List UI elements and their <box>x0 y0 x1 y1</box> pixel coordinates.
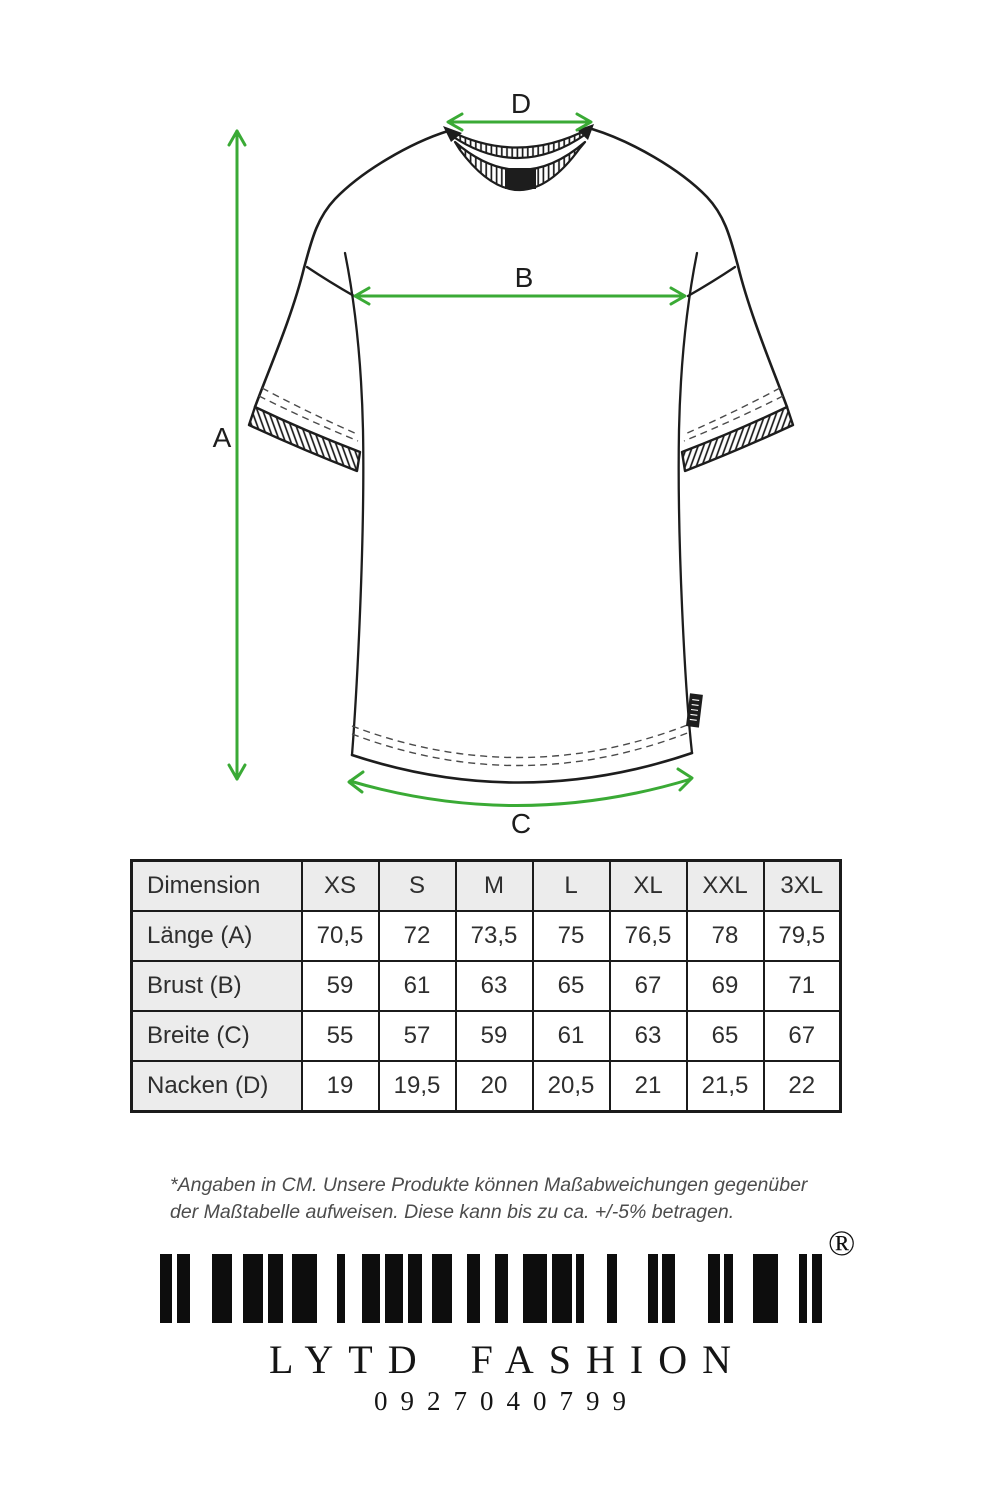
size-header-cell: L <box>533 861 610 912</box>
barcode-bar <box>552 1254 572 1323</box>
left-sleeve-cuff <box>249 407 360 471</box>
dimension-value-cell: 55 <box>302 1011 379 1061</box>
barcode-bar <box>708 1254 720 1323</box>
barcode-bar <box>268 1254 283 1323</box>
barcode-bar <box>362 1254 380 1323</box>
brand-number: 0927040799 <box>374 1386 639 1416</box>
left-armhole-seam <box>307 267 354 296</box>
dimension-value-cell: 65 <box>533 961 610 1011</box>
right-sleeve-cuff <box>682 407 793 471</box>
dimension-label-cell: Brust (B) <box>132 961 302 1011</box>
dimension-value-cell: 20,5 <box>533 1061 610 1112</box>
dimension-label-cell: Länge (A) <box>132 911 302 961</box>
barcode-bar <box>576 1254 584 1323</box>
barcode-bar <box>408 1254 422 1323</box>
barcode-bar <box>432 1254 452 1323</box>
dimension-value-cell: 73,5 <box>456 911 533 961</box>
size-table <box>130 859 842 1113</box>
collar <box>443 124 594 190</box>
barcode-bar <box>212 1254 232 1323</box>
left-shoulder-sleeve-edge <box>255 131 448 407</box>
brand-name: LYTD FASHION <box>268 1337 747 1382</box>
label-a: A <box>212 422 232 453</box>
barcode-bar <box>812 1254 822 1323</box>
size-header-cell: 3XL <box>764 861 841 912</box>
barcode <box>158 1254 830 1323</box>
barcode-bar <box>607 1254 617 1323</box>
dimension-label-cell: Breite (C) <box>132 1011 302 1061</box>
size-header-cell: S <box>379 861 456 912</box>
barcode-bar <box>337 1254 345 1323</box>
barcode-bar <box>648 1254 658 1323</box>
barcode-bar <box>753 1254 778 1323</box>
dimension-value-cell: 72 <box>379 911 456 961</box>
dimension-value-cell: 20 <box>456 1061 533 1112</box>
dimension-value-cell: 57 <box>379 1011 456 1061</box>
size-table-body <box>132 861 841 1112</box>
barcode-bar <box>385 1254 403 1323</box>
disclaimer <box>170 1172 870 1226</box>
dimension-header-cell: Dimension <box>132 861 302 912</box>
size-table-row <box>132 1061 841 1112</box>
left-side-seam <box>345 253 363 755</box>
side-tag <box>686 693 703 727</box>
tshirt-diagram <box>125 90 795 845</box>
dimension-value-cell: 75 <box>533 911 610 961</box>
size-header-cell: XS <box>302 861 379 912</box>
right-side-seam <box>679 253 697 753</box>
dimension-value-cell: 79,5 <box>764 911 841 961</box>
size-header-cell: M <box>456 861 533 912</box>
dimension-value-cell: 65 <box>687 1011 764 1061</box>
dimension-value-cell: 78 <box>687 911 764 961</box>
right-armhole-seam <box>688 267 735 296</box>
dimension-value-cell: 19 <box>302 1061 379 1112</box>
size-table-row <box>132 911 841 961</box>
dimension-value-cell: 70,5 <box>302 911 379 961</box>
right-shoulder-sleeve-edge <box>592 129 787 407</box>
dimension-value-cell: 69 <box>687 961 764 1011</box>
barcode-bar <box>292 1254 317 1323</box>
barcode-bar <box>523 1254 547 1323</box>
size-table-header-row <box>132 861 841 912</box>
size-table-row <box>132 1011 841 1061</box>
disclaimer-line-1: *Angaben in CM. Unsere Produkte können Maßabweichungen gegenüber <box>170 1174 808 1196</box>
barcode-bar <box>724 1254 733 1323</box>
registered-trademark-icon: ® <box>828 1223 856 1263</box>
dimension-value-cell: 21,5 <box>687 1061 764 1112</box>
dimension-label-cell: Nacken (D) <box>132 1061 302 1112</box>
dimension-value-cell: 22 <box>764 1061 841 1112</box>
label-d: D <box>510 90 532 119</box>
size-header-cell: XL <box>610 861 687 912</box>
dimension-value-cell: 61 <box>533 1011 610 1061</box>
barcode-bar <box>662 1254 675 1323</box>
dimension-value-cell: 67 <box>610 961 687 1011</box>
barcode-bar <box>243 1254 263 1323</box>
dimension-value-cell: 63 <box>610 1011 687 1061</box>
dimension-letters <box>213 90 534 839</box>
label-c: C <box>510 808 532 839</box>
barcode-bar <box>495 1254 508 1323</box>
size-table-row <box>132 961 841 1011</box>
dimension-value-cell: 59 <box>302 961 379 1011</box>
barcode-bar <box>467 1254 480 1323</box>
size-header-cell: XXL <box>687 861 764 912</box>
disclaimer-line-2: der Maßtabelle aufweisen. Diese kann bis zu ca. +/-5% betragen. <box>170 1201 735 1223</box>
collar-brand-label <box>505 168 536 189</box>
dimension-value-cell: 63 <box>456 961 533 1011</box>
dimension-value-cell: 67 <box>764 1011 841 1061</box>
dimension-value-cell: 59 <box>456 1011 533 1061</box>
arrow-c <box>349 769 692 806</box>
dimension-arrows <box>229 114 692 806</box>
dimension-value-cell: 71 <box>764 961 841 1011</box>
barcode-bar <box>160 1254 172 1323</box>
label-b: B <box>514 262 534 293</box>
dimension-value-cell: 21 <box>610 1061 687 1112</box>
dimension-value-cell: 61 <box>379 961 456 1011</box>
barcode-bar <box>177 1254 190 1323</box>
dimension-value-cell: 76,5 <box>610 911 687 961</box>
arrow-a <box>229 131 245 779</box>
dimension-value-cell: 19,5 <box>379 1061 456 1112</box>
barcode-bar <box>799 1254 807 1323</box>
